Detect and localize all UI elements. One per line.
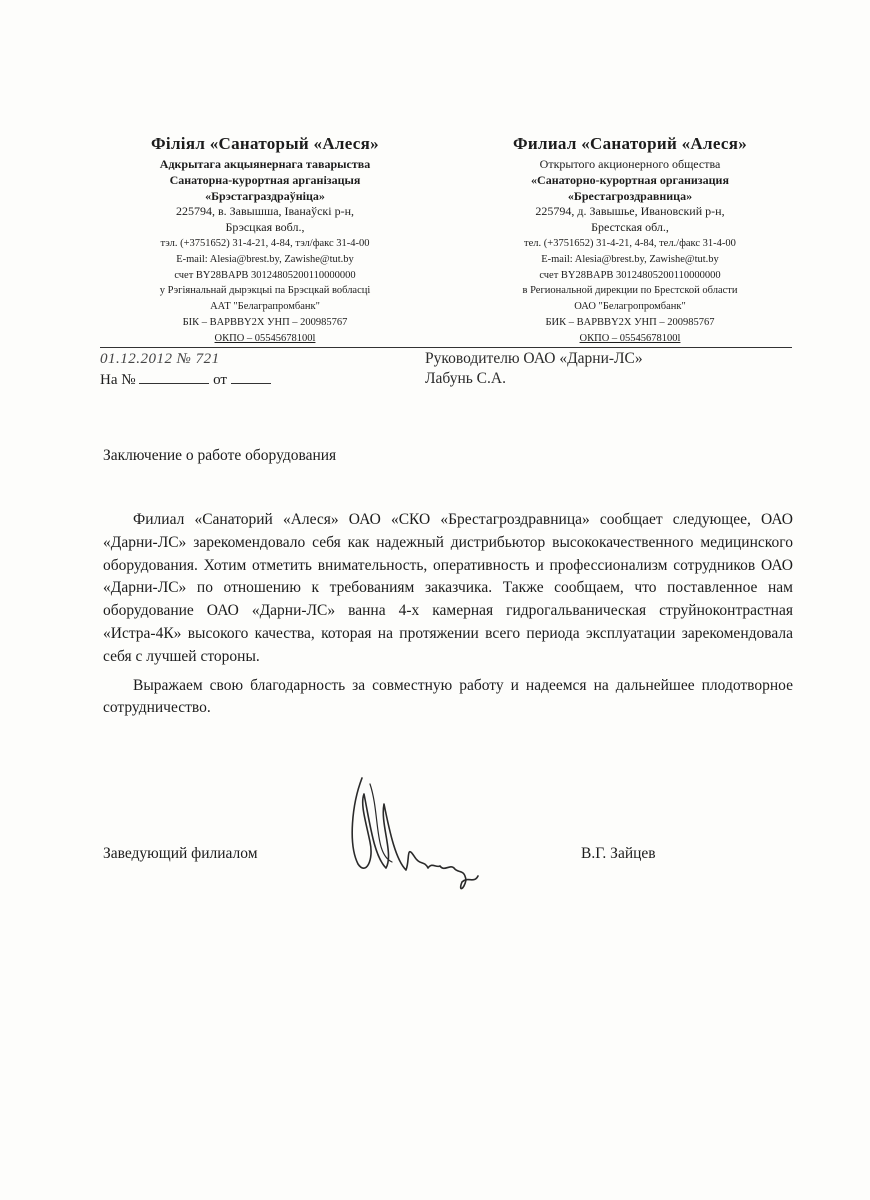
letterhead-left-line: БІК – BAPBBY2X УНП – 200985767 [182,316,348,328]
letterhead-right-line: «Брестагроздравница» [567,188,693,203]
letterhead-divider [100,347,792,348]
letterhead-left [100,134,430,347]
body-paragraph: Филиал «Санаторий «Алеся» ОАО «СКО «Брестагроздравница» сообщает следующее, ОАО «Дарни-ЛС» зарекомендовало себя как надежный дистрибьютор высококачественного медицинского оборудования. Хотим отметить внимательность, оперативность и профессионализм сотрудников ОАО «Дарни-ЛС» по отношению к требованиям заказчика. Также сообщаем, что поставленное нам оборудование ОАО «Дарни-ЛС» ванна 4-х камерная гидрогальваническая струйноконтрастная «Истра-4К» высокого качества, которая на протяжении всего периода эксплуатации зарекомендовала себя с лучшей стороны. [103,511,793,665]
letterhead-left-line: Брэсцкая вобл., [225,220,305,235]
incoming-reference [100,369,300,390]
addressee-line: Лабунь С.А. [425,370,506,387]
letterhead-right-line: ОАО "Белагропромбанк" [574,301,686,313]
letterhead-right [475,134,785,347]
letterhead-left-line: ОКПО – 05545678100l [214,332,316,344]
letterhead-left-line: тэл. (+3751652) 31-4-21, 4-84, тэл/факс 31-4-00 [160,237,370,249]
signatory-name: В.Г. Зайцев [581,845,656,862]
signatory-position: Заведующий филиалом [103,845,258,862]
letterhead-left-line: счет BY28BAPB 30124805200110000000 [174,269,356,281]
letter-subject: Заключение о работе оборудования [103,447,337,464]
addressee-block [425,349,785,389]
letterhead-left-line: у Рэгіянальнай дырэкцыі па Брэсцкай вобласці [159,285,371,297]
reference-block [100,349,300,390]
letterhead-left-line: Адкрытага акцыянернага таварыства [159,157,371,171]
letterhead-left-line: Санаторна-курортная арганізацыя [169,172,361,187]
letterhead-right-line: тел. (+3751652) 31-4-21, 4-84, тел./факс 31-4-00 [524,237,736,249]
addressee-line: Руководителю ОАО «Дарни-ЛС» [425,350,643,367]
handwritten-signature [340,764,500,904]
letter-body [103,509,793,726]
outgoing-date-number: 01.12.2012 № 721 [100,351,220,367]
reference-number-blank [139,369,209,384]
reference-date-blank [231,369,271,384]
letterhead-right-line: Открытого акционерного общества [539,157,721,171]
reference-middle: от [213,372,227,388]
letterhead-right-line: счет BY28BAPB 30124805200110000000 [539,269,721,281]
letterhead-right-line: E-mail: Alesia@brest.by, Zawishe@tut.by [541,253,719,265]
letterhead-left-title: Філіял «Санаторый «Алеся» [151,134,379,153]
body-paragraph: Выражаем свою благодарность за совместную работу и надеемся на дальнейшее плодотворное сотрудничество. [103,676,793,717]
reference-prefix: На № [100,372,136,388]
letterhead-left-line: ААТ "Белаграпромбанк" [210,301,320,313]
letterhead-right-title: Филиал «Санаторий «Алеся» [512,134,748,153]
letterhead-left-line: «Брэстаграздраўніца» [205,188,325,203]
letterhead-right-line: «Санаторно-курортная организация [531,172,729,187]
letterhead-right-line: Брестская обл., [591,220,669,235]
letterhead-right-line: 225794, д. Завышье, Ивановский р-н, [535,204,725,219]
letterhead-left-line: 225794, в. Завышша, Іванаўскі р-н, [175,204,355,219]
letterhead-left-line: E-mail: Alesia@brest.by, Zawishe@tut.by [176,253,354,265]
letterhead-right-line: БИК – BAPBBY2X УНП – 200985767 [545,316,715,328]
letterhead-right-line: ОКПО – 05545678100l [579,332,681,344]
letterhead-right-line: в Региональной дирекции по Брестской области [522,285,738,297]
